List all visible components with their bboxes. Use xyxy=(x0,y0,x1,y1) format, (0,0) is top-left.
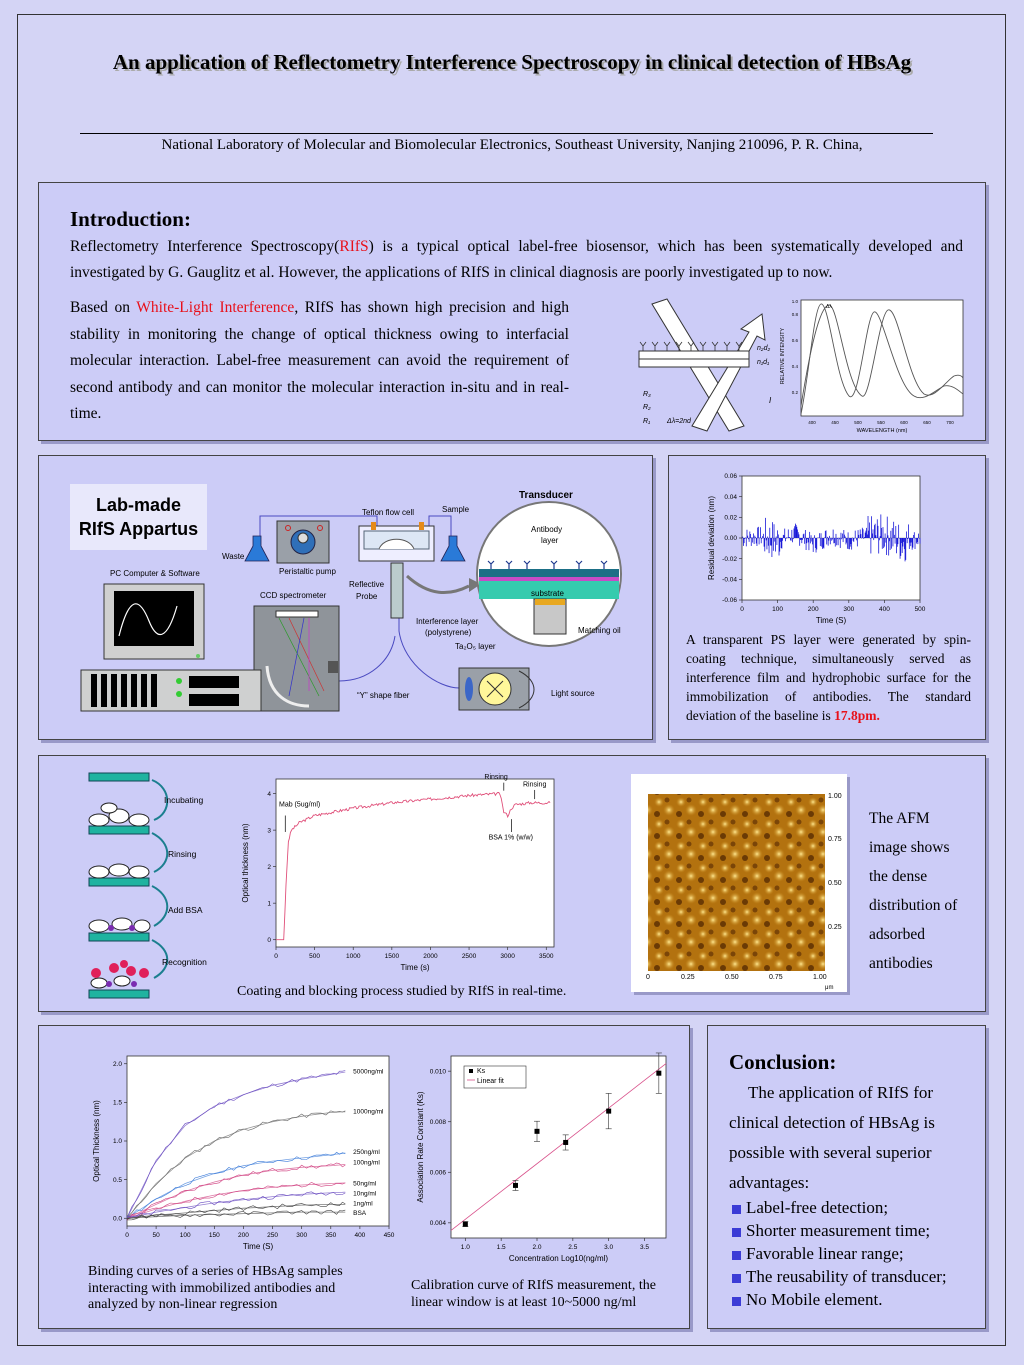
conclusion-item: Label-free detection; xyxy=(732,1196,982,1219)
y-tick-label: 1.0 xyxy=(112,1138,122,1146)
x-tick-label: 500 xyxy=(309,953,321,960)
step-label-add-bsa: Add BSA xyxy=(168,905,203,915)
conclusion-item: Shorter measurement time; xyxy=(732,1219,982,1242)
label-ccd: CCD spectrometer xyxy=(260,591,327,600)
coating-steps-diagram xyxy=(84,768,224,998)
conclusion-text: The application of RIfS for clinical detection of HBsAg is possible with several superior advantages: xyxy=(729,1083,935,1192)
x-axis-label: Concentration Log10(ng/ml) xyxy=(508,1254,609,1263)
ks-point xyxy=(463,1222,468,1227)
afm-image xyxy=(631,774,847,992)
r1-label: R₁ xyxy=(643,418,651,425)
conclusion-list xyxy=(732,1196,982,1311)
baseline-panel xyxy=(668,455,986,740)
svg-text:550: 550 xyxy=(877,420,885,425)
svg-text:700: 700 xyxy=(946,420,954,425)
spectrum-yticks xyxy=(792,299,799,395)
y-tick-label: -0.04 xyxy=(722,576,737,584)
x-tick-label: 350 xyxy=(325,1232,337,1239)
afm-ytick-050: 0.50 xyxy=(828,880,842,887)
binding-panel xyxy=(38,1025,690,1329)
sample-flask xyxy=(441,536,465,561)
binding-caption: Binding curves of a series of HBsAg samples interacting with immobilized antibodies and analyzed by non-linear regression xyxy=(88,1264,343,1312)
y-tick-label: 0.00 xyxy=(724,535,737,543)
x-tick-label: 500 xyxy=(914,606,926,613)
x-tick-label: 2.5 xyxy=(568,1244,578,1251)
step-3 xyxy=(89,864,149,886)
label-probe-1: Reflective xyxy=(349,580,385,589)
y-tick-label: -0.06 xyxy=(722,597,737,605)
apparatus-title-line2: RIfS Appartus xyxy=(78,519,199,539)
y-tick-label: 4 xyxy=(267,790,271,798)
x-tick-label: 2500 xyxy=(461,953,477,960)
conclusion-panel xyxy=(707,1025,986,1329)
y-tick-label: 0.010 xyxy=(429,1068,446,1076)
y-tick-label: 0.02 xyxy=(724,514,737,522)
x-tick-label: 2.0 xyxy=(532,1244,542,1251)
conclusion-item: No Mobile element. xyxy=(732,1288,982,1311)
afm-unit: μm xyxy=(825,985,834,991)
x-tick-label: 150 xyxy=(208,1232,220,1239)
afm-xtick-0: 0 xyxy=(646,974,650,981)
afm-xtick-025: 0.25 xyxy=(681,974,695,981)
binding-chart xyxy=(47,1044,395,1264)
r3-label: R₃ xyxy=(643,391,651,398)
y-tick-label: 0.5 xyxy=(112,1176,122,1184)
x-tick-label: 1000 xyxy=(345,953,361,960)
y-tick-label: 0.0 xyxy=(112,1215,122,1223)
svg-text:1.0: 1.0 xyxy=(791,299,798,304)
afm-frame xyxy=(631,774,847,992)
formula-label: Δλ=2nd xyxy=(667,418,691,425)
afm-ytick-075: 0.75 xyxy=(828,836,842,843)
coating-panel xyxy=(38,755,986,1012)
y-tick-label: 0.008 xyxy=(429,1118,446,1126)
conclusion-item: Favorable linear range; xyxy=(732,1242,982,1265)
label-teflon-flow-cell: Teflon flow cell xyxy=(362,508,415,517)
x-tick-label: 0 xyxy=(740,606,744,613)
spectrum-annotation: Δλ xyxy=(826,304,832,310)
annotation-rinsing-2: Rinsing xyxy=(523,781,547,789)
svg-text:450: 450 xyxy=(831,420,839,425)
binding-curve-label: 50ng/ml xyxy=(353,1180,377,1188)
label-interference-1: Interference layer xyxy=(416,617,479,626)
title-rule xyxy=(80,133,933,134)
annotation-bsa: BSA 1% (w/w) xyxy=(488,834,533,842)
y-tick-label: 0.06 xyxy=(724,473,737,481)
binding-curve-label: 100ng/ml xyxy=(353,1159,380,1167)
svg-text:650: 650 xyxy=(923,420,931,425)
introduction-heading: Introduction: xyxy=(70,207,191,231)
r2-label: R₂ xyxy=(643,404,651,411)
x-tick-label: 0 xyxy=(125,1232,129,1239)
step-4 xyxy=(89,918,150,941)
coating-caption: Coating and blocking process studied by RIfS in real-time. xyxy=(237,984,567,999)
svg-text:0.2: 0.2 xyxy=(791,390,798,395)
binding-curve-label: 10ng/ml xyxy=(353,1190,377,1198)
interference-diagram xyxy=(637,296,797,431)
x-tick-label: 300 xyxy=(843,606,855,613)
afm-xtick-075: 0.75 xyxy=(769,974,783,981)
afm-xtick-100: 1.00 xyxy=(813,974,827,981)
x-tick-label: 400 xyxy=(878,606,890,613)
step-2 xyxy=(89,803,149,834)
label-transducer: Transducer xyxy=(519,490,573,501)
n1d1-label: n₁d₁ xyxy=(757,359,770,366)
y-axis-label: Residual deviation (nm) xyxy=(707,495,716,581)
y-tick-label: 0.006 xyxy=(429,1169,446,1177)
step-label-recognition: Recognition xyxy=(162,957,207,967)
label-matching-oil: Matching oil xyxy=(578,626,621,635)
x-tick-label: 0 xyxy=(274,953,278,960)
x-tick-label: 100 xyxy=(179,1232,191,1239)
x-axis-label: Time (S) xyxy=(242,1242,274,1251)
binding-curve-label: 1ng/ml xyxy=(353,1200,373,1208)
spectrum-xticks xyxy=(808,420,954,425)
label-antibody-2: layer xyxy=(541,536,559,545)
label-pc: PC Computer & Software xyxy=(110,569,200,578)
apparatus-diagram xyxy=(39,456,652,739)
y-axis-label: Association Rate Constant (Ks) xyxy=(416,1091,425,1203)
x-tick-label: 450 xyxy=(383,1232,395,1239)
step-label-rinsing: Rinsing xyxy=(168,849,197,859)
y-tick-label: 1 xyxy=(267,900,271,908)
plot-area xyxy=(127,1056,389,1226)
label-light-source: Light source xyxy=(551,689,595,698)
label-sample: Sample xyxy=(442,505,470,514)
spectrum-ylabel: RELATIVE INTENSITY xyxy=(780,327,786,385)
y-tick-label: 0.04 xyxy=(724,493,737,501)
annotation-rinsing-1: Rinsing xyxy=(484,774,508,781)
baseline-caption: A transparent PS layer were generated by spin-coating technique, simultaneously served as interference film and hydrophobic surface for the immobilization of antibodies. The standard deviation of the baseline is 17.8pm. xyxy=(686,632,971,723)
legend-ks-label: Ks xyxy=(477,1068,486,1075)
apparatus-panel xyxy=(38,455,653,740)
poster-title: An application of Reflectometry Interference Spectroscopy in clinical detection of HBsAg xyxy=(112,50,912,74)
x-tick-label: 300 xyxy=(296,1232,308,1239)
label-fiber: “Y” shape fiber xyxy=(357,691,410,700)
step-label-incubating: Incubating xyxy=(164,795,204,805)
x-tick-label: 400 xyxy=(354,1232,366,1239)
coating-chart xyxy=(234,771,564,983)
x-tick-label: 100 xyxy=(772,606,784,613)
afm-xtick-050: 0.50 xyxy=(725,974,739,981)
y-tick-label: 2 xyxy=(267,863,271,871)
afm-caption: The AFM image shows the dense distribution of adsorbed antibodies xyxy=(869,810,958,972)
x-tick-label: 1.0 xyxy=(460,1244,470,1251)
label-antibody-1: Antibody xyxy=(531,525,563,534)
label-substrate: substrate xyxy=(531,589,564,598)
baseline-chart xyxy=(669,468,985,628)
label-interference-2: (polystyrene) xyxy=(425,628,472,637)
x-tick-label: 200 xyxy=(807,606,819,613)
ks-point xyxy=(535,1129,540,1134)
svg-text:0.6: 0.6 xyxy=(791,338,798,343)
y-tick-label: 1.5 xyxy=(112,1099,122,1107)
y-axis-label: Optical Thickness (nm) xyxy=(92,1100,101,1182)
binding-curve-label: BSA xyxy=(353,1209,367,1217)
x-axis-label: Time (s) xyxy=(400,963,430,972)
x-tick-label: 3000 xyxy=(500,953,515,960)
label-probe-2: Probe xyxy=(356,592,378,601)
svg-text:0.8: 0.8 xyxy=(791,312,798,317)
step-1 xyxy=(89,773,149,781)
legend-fit-label: Linear fit xyxy=(477,1078,504,1085)
x-tick-label: 1.5 xyxy=(496,1244,506,1251)
step-5 xyxy=(89,960,149,998)
calibration-caption: Calibration curve of RIfS measurement, the linear window is at least 10~5000 ng/ml xyxy=(411,1278,656,1310)
svg-text:600: 600 xyxy=(900,420,908,425)
annotation-mab: Mab (5ug/ml) xyxy=(279,801,321,809)
ks-point xyxy=(563,1140,568,1145)
x-tick-label: 3.5 xyxy=(639,1244,650,1251)
y-tick-label: 0 xyxy=(267,936,271,944)
x-tick-label: 1500 xyxy=(384,953,400,960)
svg-text:0.4: 0.4 xyxy=(791,364,798,369)
spectrum-xlabel: WAVELENGTH (nm) xyxy=(856,428,908,434)
n2d2-label: n₂d₂ xyxy=(757,345,771,352)
y-tick-label: -0.02 xyxy=(722,555,737,563)
x-tick-label: 200 xyxy=(238,1232,249,1239)
introduction-paragraph-2: Based on White-Light Interference, RIfS has shown high precision and high stability in monitoring the change of optical thickness owing to interfacial molecular interaction. Label-free measurement can avoid the requirement of second antibody and can monitor the molecular interaction in-situ and in real-time. xyxy=(70,299,569,422)
y-tick-label: 3 xyxy=(267,827,271,835)
y-tick-label: 0.004 xyxy=(429,1220,446,1228)
ks-point xyxy=(513,1183,518,1188)
x-tick-label: 3500 xyxy=(539,953,554,960)
apparatus-title-line1: Lab-made xyxy=(95,495,182,515)
x-axis-label: Time (S) xyxy=(815,616,847,625)
binding-curve-label: 1000ng/ml xyxy=(353,1108,384,1116)
x-tick-label: 50 xyxy=(152,1232,160,1239)
svg-text:500: 500 xyxy=(854,420,862,425)
conclusion-item: The reusability of transducer; xyxy=(732,1265,982,1288)
binding-curve-label: 250ng/ml xyxy=(353,1148,380,1156)
introduction-paragraph-1: Reflectometry Interference Spectroscopy(RIfS) is a typical optical label-free biosensor, which has been systematically developed and investigated by G. Gauglitz et al. However, the applications of RIfS in clinical diagnosis are poorly investigated up to now. xyxy=(70,238,963,281)
legend-ks-marker xyxy=(469,1069,473,1073)
label-waste: Waste xyxy=(222,552,245,561)
ks-point xyxy=(606,1109,611,1114)
y-tick-label: 2.0 xyxy=(112,1060,122,1068)
calibration-chart xyxy=(369,1044,679,1264)
x-tick-label: 250 xyxy=(267,1232,278,1239)
affiliation: National Laboratory of Molecular and Biomolecular Electronics, Southeast University, Nanjing 210096, P. R. China, xyxy=(161,137,863,153)
y-axis-label: Optical thickness (nm) xyxy=(241,823,250,903)
i-label: I xyxy=(769,396,772,405)
svg-text:400: 400 xyxy=(808,420,816,425)
label-pump: Peristaltic pump xyxy=(279,567,336,576)
waste-flask xyxy=(245,536,269,561)
introduction-panel xyxy=(38,182,986,441)
label-ta2o5: Ta₂O₅ layer xyxy=(455,642,496,651)
afm-ytick-1: 1.00 xyxy=(828,793,842,800)
x-tick-label: 3.0 xyxy=(604,1244,614,1251)
afm-ytick-025: 0.25 xyxy=(828,924,842,931)
spectrum-plot xyxy=(774,296,969,438)
conclusion-heading: Conclusion: xyxy=(729,1050,837,1074)
ks-point xyxy=(656,1071,661,1076)
binding-curve-label: 5000ng/ml xyxy=(353,1068,384,1076)
x-tick-label: 2000 xyxy=(423,953,438,960)
